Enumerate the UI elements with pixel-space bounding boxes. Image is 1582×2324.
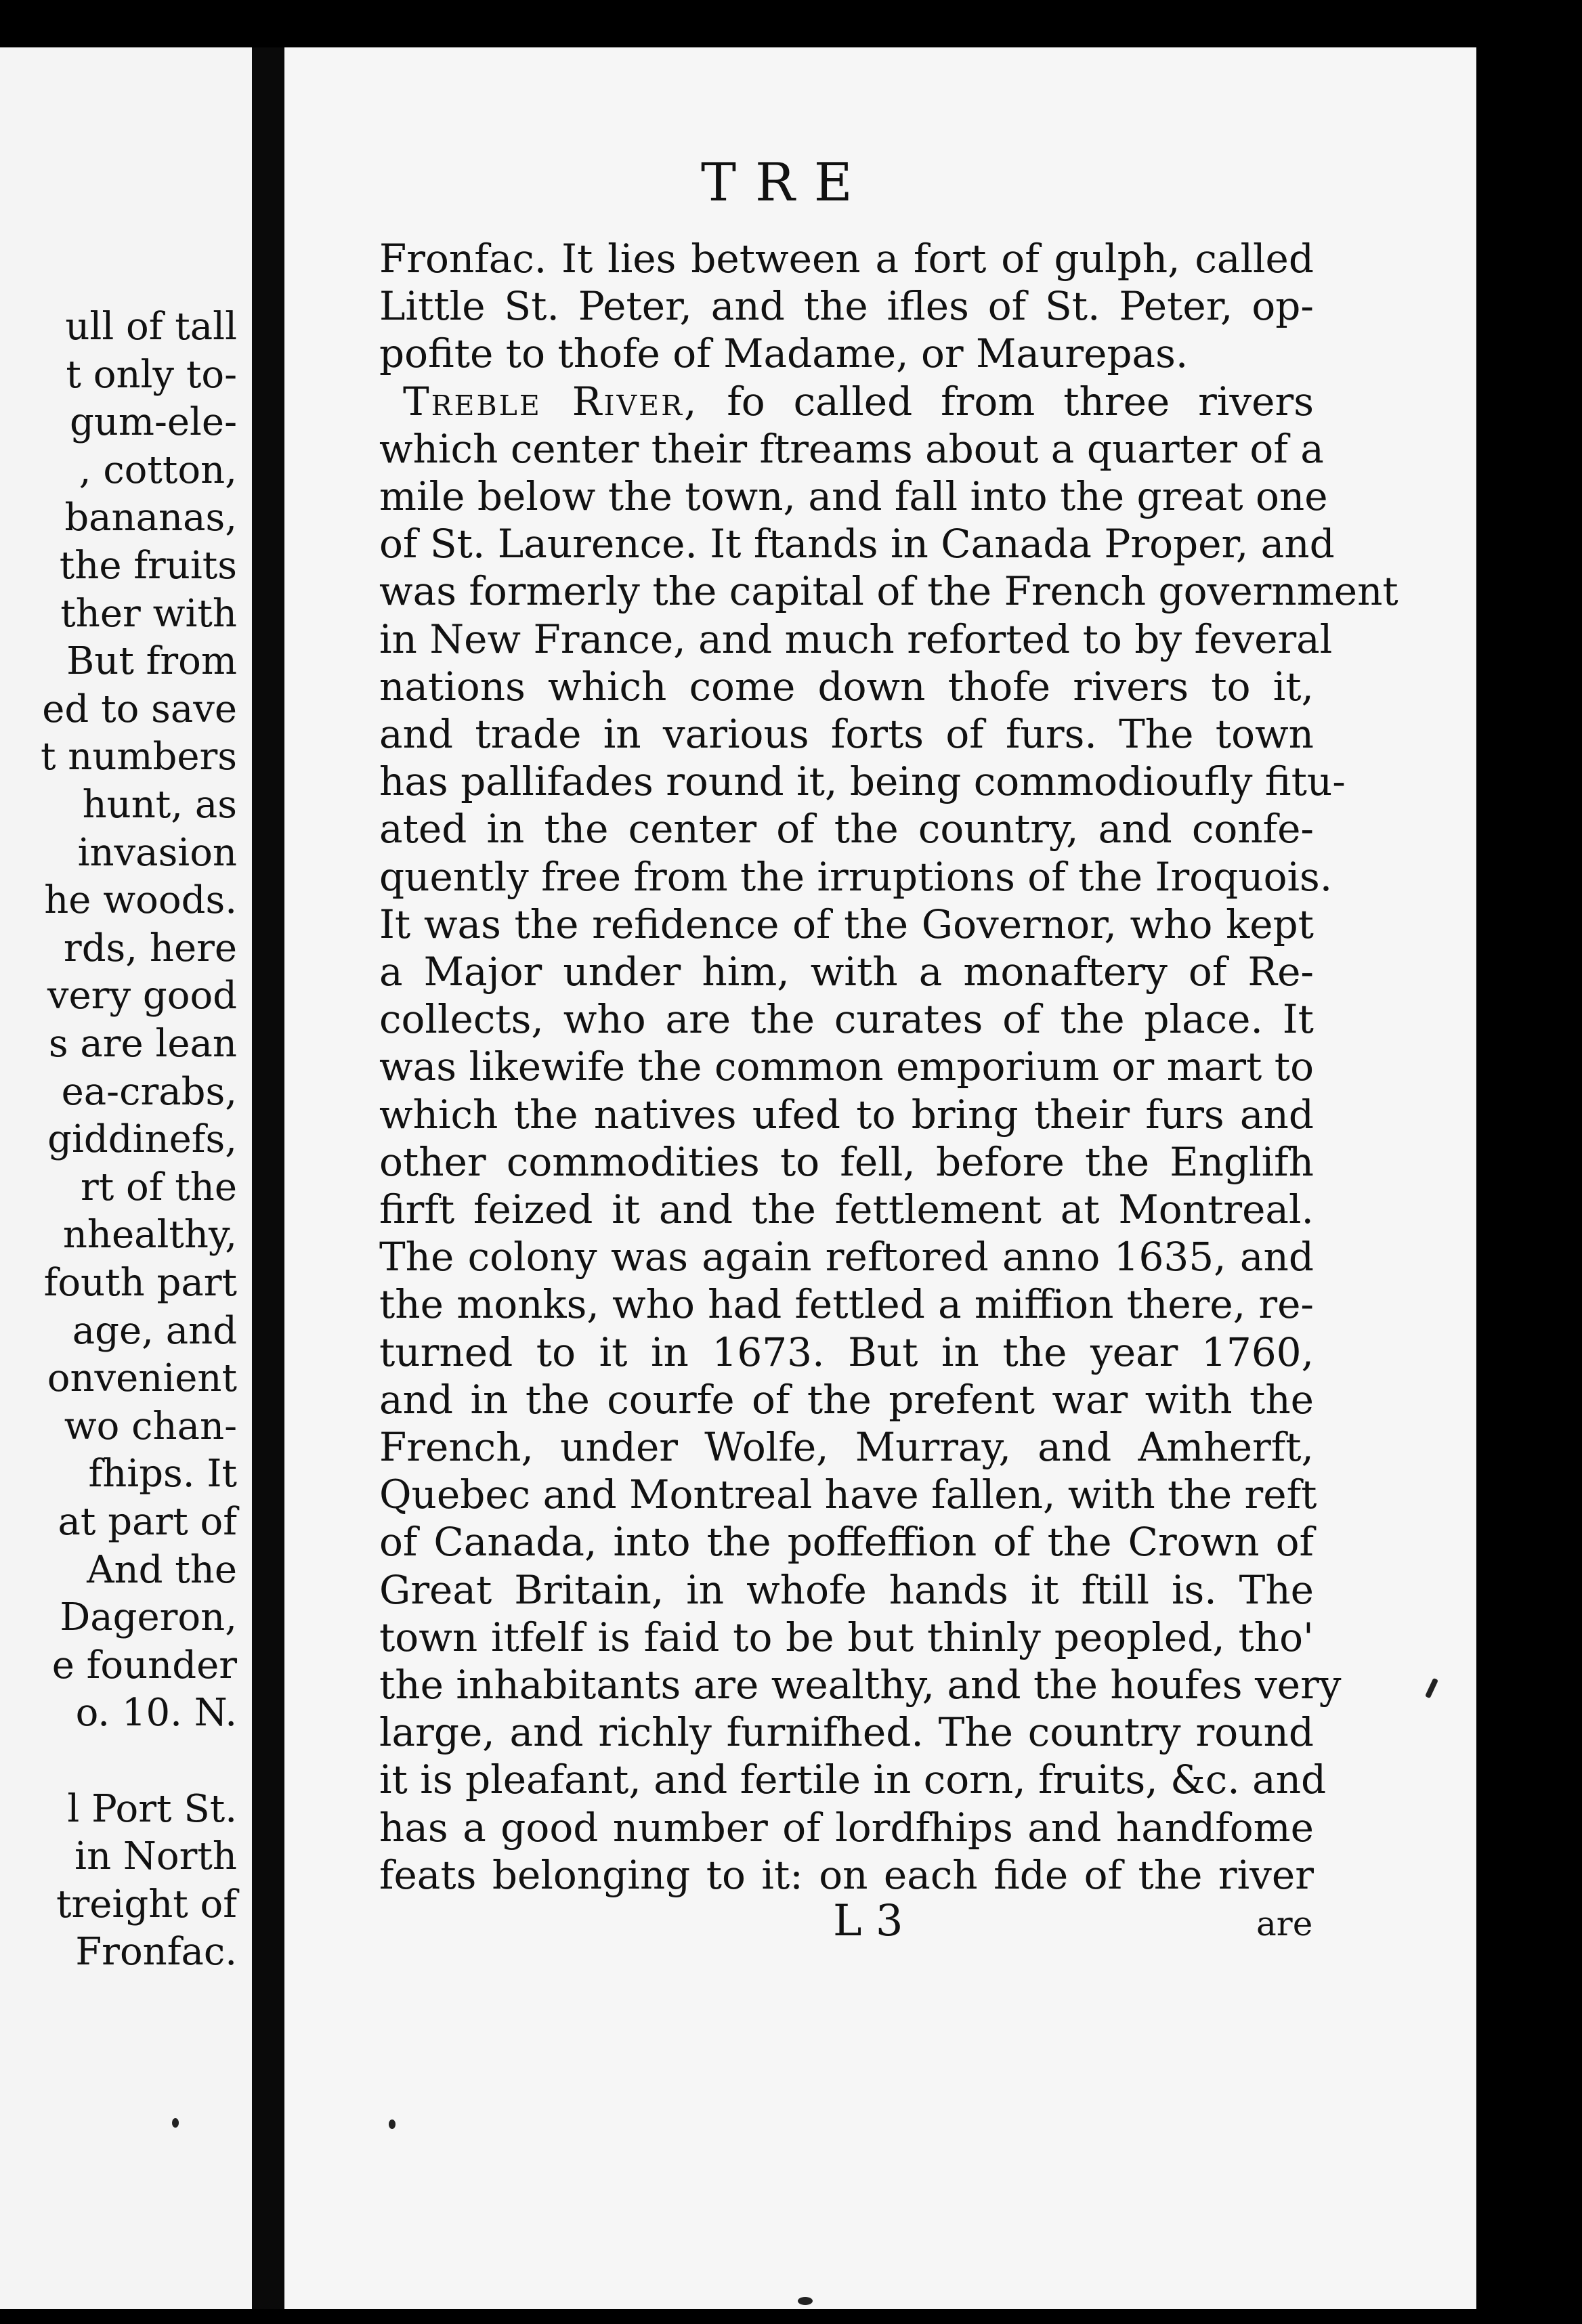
body-line: feats belonging to it: on each fide of the river <box>379 1851 1314 1898</box>
left-page-line: very good <box>47 974 237 1018</box>
body-line: the inhabitants are wealthy, and the houfes very <box>379 1662 1342 1708</box>
left-page-line: Fronfac. <box>75 1930 237 1975</box>
body-line: The colony was again reftored anno 1635, and <box>379 1234 1314 1281</box>
body-line: pofite to thofe of Madame, or Maurepas. <box>379 330 1189 377</box>
body-line: Quebec and Montreal have fallen, with the reft <box>379 1471 1317 1518</box>
body-line: other commodities to fell, before the Englifh <box>379 1138 1314 1185</box>
body-line: and trade in various forts of furs. The town <box>379 711 1314 757</box>
left-page-line: hunt, as <box>82 783 237 827</box>
body-line: town itfelf is faid to be but thinly peopled, tho' <box>379 1614 1314 1660</box>
left-page-line: fhips. It <box>88 1452 237 1497</box>
body-line: it is pleafant, and fertile in corn, fruits, &c. and <box>379 1757 1327 1803</box>
ink-speck <box>389 2119 396 2129</box>
left-page-line: he woods. <box>44 878 237 923</box>
body-line: ated in the center of the country, and confe- <box>379 806 1314 853</box>
left-page-line: wo chan- <box>64 1404 237 1448</box>
body-line: which the natives ufed to bring their furs and <box>379 1091 1314 1138</box>
left-page-line: rds, here <box>63 926 237 970</box>
body-line: Great Britain, in whofe hands it ftill is. The <box>379 1566 1314 1613</box>
signature-mark: L 3 <box>833 1896 903 1946</box>
left-page-line: But from <box>66 639 237 684</box>
body-line: turned to it in 1673. But in the year 1760, <box>379 1329 1314 1375</box>
ink-speck <box>798 2297 813 2305</box>
left-page-line: onvenient <box>47 1356 237 1401</box>
body-line <box>379 379 1314 425</box>
body-line: It was the refidence of the Governor, who kept <box>379 901 1314 947</box>
body-line: a Major under him, with a monaftery of Re- <box>379 949 1314 995</box>
left-page-line: l Port St. <box>67 1786 237 1831</box>
left-page-line: , cotton, <box>79 448 237 492</box>
body-line: French, under Wolfe, Murray, and Amherft, <box>379 1424 1314 1470</box>
left-page-line: bananas, <box>64 496 237 540</box>
left-page-line: treight of <box>56 1882 237 1927</box>
left-page-line: nhealthy, <box>62 1213 237 1257</box>
catchword: are <box>1256 1904 1313 1943</box>
body-line: firft feized it and the fettlement at Montreal. <box>379 1186 1314 1232</box>
body-line: was formerly the capital of the French government <box>379 568 1398 615</box>
body-line: in New France, and much reforted to by feveral <box>379 616 1333 662</box>
left-page-line: age, and <box>72 1308 237 1353</box>
body-line: mile below the town, and fall into the great one <box>379 473 1328 519</box>
left-page-line: ea-crabs, <box>61 1069 237 1114</box>
left-page-line: in North <box>74 1834 237 1879</box>
left-page-line: e founder <box>51 1643 237 1687</box>
left-page-line: rt of the <box>80 1165 237 1209</box>
left-page-line: invasion <box>77 830 237 875</box>
body-line-text: fo called from three rivers <box>698 378 1314 425</box>
body-line: which center their ftreams about a quarter of a <box>379 425 1324 472</box>
body-line: has a good number of lordfhips and handfome <box>379 1804 1314 1851</box>
body-line: nations which come down thofe rivers to it, <box>379 663 1314 710</box>
left-page-line: fouth part <box>43 1261 237 1305</box>
ink-speck <box>172 2118 179 2128</box>
left-page-line: Dageron, <box>60 1595 237 1640</box>
left-page-line: t only to- <box>66 352 237 397</box>
left-page-line: And the <box>87 1547 237 1592</box>
left-page-line: the fruits <box>59 544 237 588</box>
left-page-line: gum-ele- <box>69 400 237 445</box>
body-line: and in the courfe of the prefent war with the <box>379 1376 1314 1423</box>
left-page-line: at part of <box>58 1500 237 1544</box>
body-line: of St. Laurence. It ftands in Canada Proper, and <box>379 521 1335 567</box>
body-line: Fronfac. It lies between a fort of gulph, called <box>379 236 1314 282</box>
left-page-line: ull of tall <box>65 305 237 349</box>
body-line: has pallifades round it, being commodioufly fitu- <box>379 758 1346 805</box>
left-page-line: s are lean <box>48 1022 237 1066</box>
body-line: of Canada, into the poffeffion of the Crown of <box>379 1519 1314 1566</box>
body-line: the monks, who had fettled a miffion there, re- <box>379 1281 1314 1328</box>
left-page-line: t numbers <box>40 735 237 779</box>
left-page-line: giddinefs, <box>47 1117 237 1162</box>
body-line: was likewife the common emporium or mart to <box>379 1043 1314 1090</box>
left-page <box>0 47 252 2309</box>
left-page-line: ther with <box>60 591 237 636</box>
running-head: TRE <box>701 152 872 213</box>
body-line: Little St. Peter, and the ifles of St. Peter, op- <box>379 283 1314 330</box>
left-page-line: ed to save <box>42 687 237 731</box>
entry-headword: Treble River, <box>403 378 699 425</box>
book-gutter <box>252 47 284 2309</box>
body-line: collects, who are the curates of the place. It <box>379 996 1314 1043</box>
body-line: quently free from the irruptions of the Iroquois. <box>379 853 1333 900</box>
left-page-line: o. 10. N. <box>75 1691 237 1736</box>
body-line: large, and richly furnifhed. The country round <box>379 1709 1314 1756</box>
